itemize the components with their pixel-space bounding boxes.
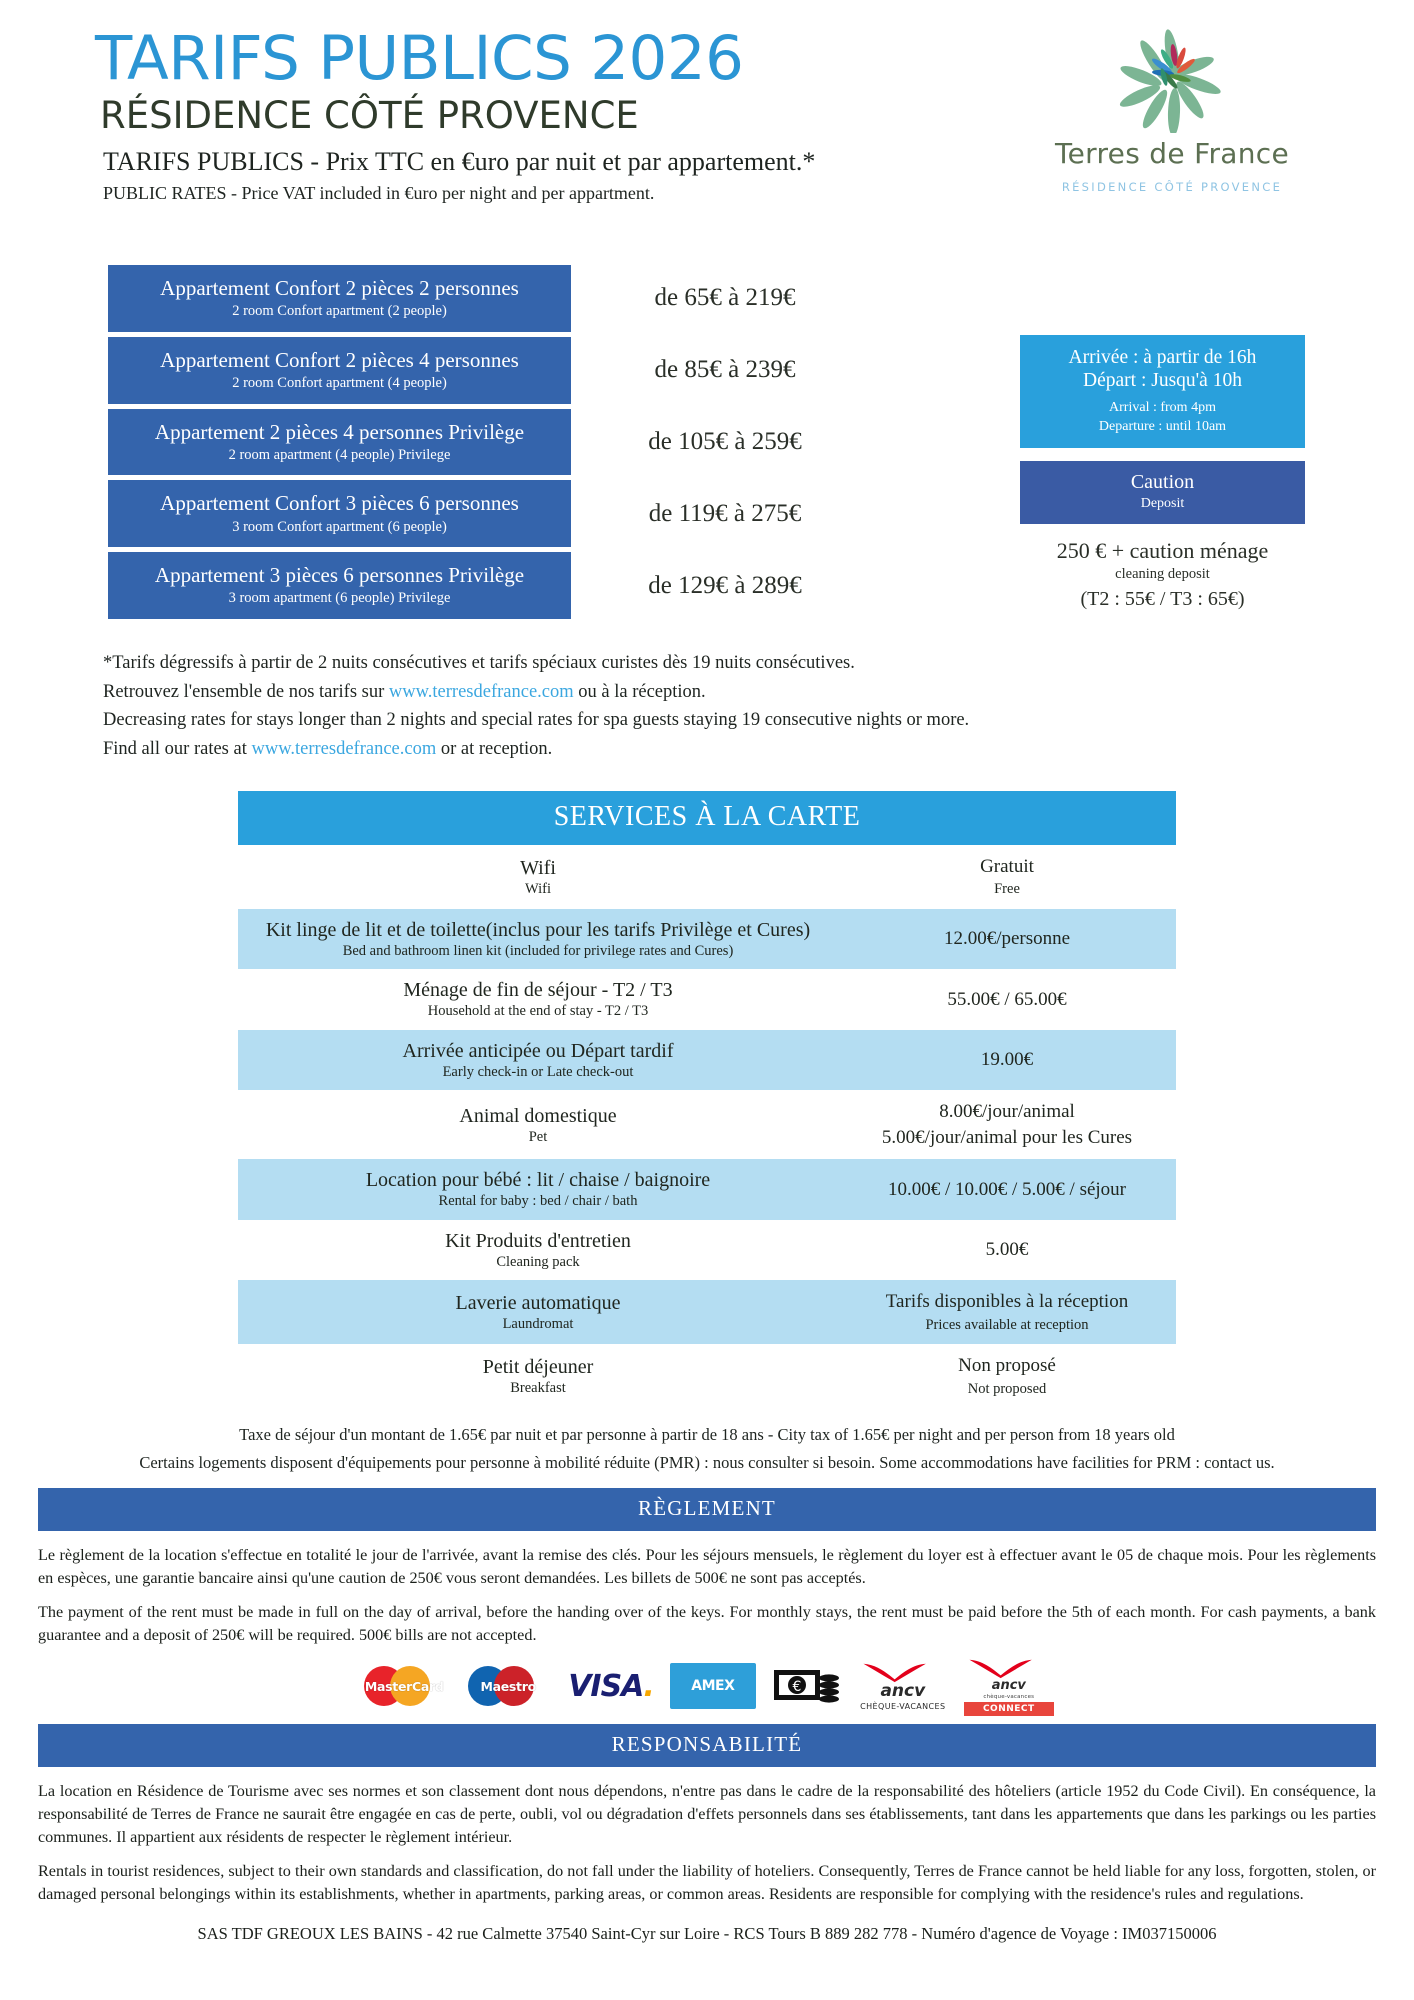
mastercard-logo [360,1666,448,1706]
rate-box [108,409,571,476]
service-price [838,978,1176,1022]
service-price [838,1090,1176,1159]
amex-logo [670,1663,756,1709]
ancv-sublabel: CHÈQUE-VACANCES [860,1702,946,1712]
service-price-fr: 55.00€ / 65.00€ [947,988,1067,1010]
service-row [238,1159,1176,1219]
service-price [838,1038,1176,1082]
service-name-en: Pet [528,1128,548,1145]
rate-name-en: 3 room Confort apartment (6 people) [232,518,447,535]
reglement-fr: Le règlement de la location s'effectue en totalité le jour de l'arrivée, avant la remise des clés. Pour les séjours mensuels, le règlement du loyer est à effectuer avant le 05 de chaque mois. Pour les règlements en espèces, une garantie bancaire ainsi qu'une caution de 250€ vous seront demandées. Les billets de 500€ ne sont pas acceptés. [38,1546,1376,1588]
service-name [238,1159,838,1219]
rate-name-fr: Appartement Confort 2 pièces 4 personnes [160,347,519,372]
deposit-title-fr: Caution [1130,471,1195,494]
rate-price: de 85€ à 239€ [654,356,796,384]
service-name-en: Rental for baby : bed / chair / bath [438,1193,638,1210]
note-line-3: Decreasing rates for stays longer than 2 nights and special rates for spa guests staying 19 consecutive nights or more. [103,710,970,731]
deposit-amount [1020,538,1305,611]
service-price-en: Not proposed [967,1381,1047,1398]
service-price [838,1280,1176,1344]
service-name-fr: Wifi [520,856,556,879]
service-name [238,1220,838,1280]
note-4-pre: Find all our rates at [103,739,252,760]
ancv-connect-badge: CONNECT [964,1702,1054,1716]
service-price-fr: 5.00€ [985,1239,1029,1261]
rate-name-en: 2 room apartment (4 people) Privilege [228,446,451,463]
rate-price: de 129€ à 289€ [648,571,802,599]
arrival-departure-box [1020,335,1305,448]
departure-time-fr: Départ : Jusqu'à 10h [1083,370,1242,392]
deposit-box [1020,461,1305,524]
company-footer: SAS TDF GREOUX LES BAINS - 42 rue Calmette 37540 Saint-Cyr sur Loire - RCS Tours B 889 282 778 - Numéro d'agence de Voyage : IM037150006 [197,1924,1217,1944]
cash-logo [772,1664,842,1708]
rate-name-en: 2 room Confort apartment (2 people) [232,303,447,320]
note-2-post: ou à la réception. [573,681,706,702]
service-price [838,917,1176,961]
ancv-connect-sublabel: chèque-vacances [983,1693,1035,1700]
rate-name-fr: Appartement 2 pièces 4 personnes Privilège [154,419,525,444]
deposit-amount-en: cleaning deposit [1115,565,1210,582]
svg-text:€: € [792,1679,802,1696]
service-price-fr: 8.00€/jour/animal [939,1101,1075,1123]
rates-notes [103,649,1414,764]
service-row [238,1280,1176,1344]
services-table [238,791,1176,1409]
service-name [238,1282,838,1342]
ancv-connect-logo [964,1657,1054,1716]
note-line-4 [103,735,1414,764]
rate-price: de 65€ à 219€ [654,284,796,312]
departure-time-en: Departure : until 10am [1098,418,1227,434]
service-price-fr: Tarifs disponibles à la réception [885,1291,1129,1313]
service-name-fr: Animal domestique [459,1104,617,1127]
rate-box [108,265,571,332]
note-line-1: *Tarifs dégressifs à partir de 2 nuits consécutives et tarifs spéciaux curistes dès 19 nuits consécutives. [103,653,855,674]
responsabilite-fr: La location en Résidence de Tourisme avec ses normes et son classement dont nous dépendons, n'entre pas dans le cadre de la responsabilité des hôteliers (article 1952 du Code Civil). En conséquence, la responsabilité de Terres de France ne saurait être engagée en cas de perte, oubli, vol ou dégradation d'effets personnels dans ses établissements, tant dans les appartements que dans les parkings ou les parties communes. Il appartient aux résidents de respecter le règlement intérieur. [38,1782,1376,1847]
rate-box [108,337,571,404]
service-name-en: Laundromat [502,1316,574,1333]
rate-name-fr: Appartement Confort 2 pièces 2 personnes [160,276,519,300]
service-row [238,1090,1176,1159]
pmr-note: Certains logements disposent d'équipements pour personne à mobilité réduite (PMR) : nous consulter si besoin. Some accommodations have facilities for PRM : contact us. [139,1453,1275,1473]
service-price [838,1228,1176,1272]
responsabilite-text [38,1780,1376,1906]
services-table-header: SERVICES À LA CARTE [238,791,1176,845]
service-row [238,969,1176,1029]
service-price-fr: 10.00€ / 10.00€ / 5.00€ / séjour [887,1178,1127,1200]
tax-notes [0,1421,1414,1479]
reglement-en: The payment of the rent must be made in full on the day of arrival, before the handing over of the keys. For monthly stays, the rent must be paid before the 5th of each month. For cash payments, a bank guarantee and a deposit of 250€ will be required. 500€ bills are not accepted. [38,1603,1376,1645]
service-price-en: Free [994,881,1020,898]
service-price [838,845,1176,909]
page-header [0,0,1414,265]
service-name-en: Cleaning pack [496,1253,580,1270]
arrival-time-fr: Arrivée : à partir de 16h [1068,347,1257,368]
service-name [238,969,838,1029]
logo-brand-name: Terres de France [1054,137,1289,170]
brand-logo [1042,28,1302,194]
service-name [238,847,838,907]
mastercard-label: MasterCard [364,1678,444,1694]
service-row [238,1344,1176,1408]
service-name-en: Wifi [525,880,551,897]
service-name [238,1030,838,1090]
ancv-bird-icon [858,1661,931,1683]
rates-section [0,265,1414,619]
deposit-amount-fr: 250 € + caution ménage [1056,538,1269,564]
service-name-fr: Ménage de fin de séjour - T2 / T3 [403,979,673,1002]
service-price-fr: 19.00€ [980,1049,1034,1071]
visa-label: VISA [568,1668,644,1704]
rate-box [108,552,571,619]
page-subtitle: RÉSIDENCE CÔTÉ PROVENCE [100,94,639,137]
service-name-fr: Location pour bébé : lit / chaise / baignoire [365,1169,711,1192]
service-row [238,845,1176,909]
service-row [238,909,1176,969]
service-price [838,1344,1176,1408]
service-row [238,1030,1176,1090]
service-price-en: Prices available at reception [925,1316,1089,1333]
service-name [238,909,838,969]
note-line-2 [103,678,1414,707]
ancv-connect-bird-icon [964,1657,1037,1679]
ancv-connect-label: ancv [991,1677,1026,1693]
ancv-cheque-vacances-logo [858,1661,948,1711]
rate-row [108,265,1414,332]
maestro-logo [464,1666,552,1706]
rate-name-fr: Appartement Confort 3 pièces 6 personnes [160,491,519,516]
website-link-fr[interactable]: www.terresdefrance.com [388,681,574,702]
reglement-text [38,1544,1376,1647]
ancv-label: ancv [880,1681,926,1702]
service-price-fr: Non proposé [958,1355,1056,1377]
service-name-fr: Petit déjeuner [482,1356,594,1379]
rate-price: de 105€ à 259€ [648,428,802,456]
service-name-fr: Kit linge de lit et de toilette(inclus pour les tarifs Privilège et Cures) [265,918,811,941]
responsabilite-banner: RESPONSABILITÉ [38,1724,1376,1767]
service-row [238,1220,1176,1280]
service-name-fr: Arrivée anticipée ou Départ tardif [402,1039,674,1062]
terres-de-france-flower-icon [1110,28,1235,133]
page-title: TARIFS PUBLICS 2026 [95,23,744,94]
rates-line-en: PUBLIC RATES - Price VAT included in €uro per night and per appartment. [103,183,655,203]
service-price-fr: 12.00€/personne [943,928,1071,950]
service-name [238,1346,838,1406]
reglement-banner: RÈGLEMENT [38,1488,1376,1531]
visa-logo: VISA . [568,1668,654,1704]
payment-methods [0,1658,1414,1714]
cash-euro-icon [772,1664,842,1708]
note-4-post: or at reception. [436,739,553,760]
rate-box [108,480,571,547]
deposit-breakdown: (T2 : 55€ / T3 : 65€) [1080,587,1245,610]
service-price-fr: Gratuit [980,855,1034,877]
maestro-label: Maestro [480,1678,536,1694]
checkin-info-column [1020,335,1305,611]
responsabilite-en: Rentals in tourist residences, subject to their own standards and classification, do not fall under the liability of hoteliers. Consequently, Terres de France cannot be held liable for any loss, forgotten, stolen, or damaged personal belongings within its establishments, whether in apartments, parking areas, or common areas. Residents are responsible for complying with the residence's rules and regulations. [38,1862,1376,1904]
service-name-fr: Laverie automatique [455,1292,621,1315]
service-name-en: Household at the end of stay - T2 / T3 [427,1003,649,1020]
service-name-en: Bed and bathroom linen kit (included for privilege rates and Cures) [342,942,734,959]
deposit-title-en: Deposit [1140,496,1185,512]
city-tax-note: Taxe de séjour d'un montant de 1.65€ par nuit et par personne à partir de 18 ans - City tax of 1.65€ per night and per person from 18 years old [239,1424,1175,1444]
service-name-en: Breakfast [510,1380,566,1397]
service-name [238,1095,838,1155]
rate-name-fr: Appartement 3 pièces 6 personnes Privilège [154,563,525,588]
rates-line-fr: TARIFS PUBLICS - Prix TTC en €uro par nuit et par appartement.* [103,147,816,176]
arrival-time-en: Arrival : from 4pm [1109,399,1216,415]
note-2-pre: Retrouvez l'ensemble de nos tarifs sur [103,681,389,702]
website-link-en[interactable]: www.terresdefrance.com [251,739,437,760]
amex-label: AMEX [670,1663,756,1709]
rate-name-en: 3 room apartment (6 people) Privilege [228,590,451,607]
service-price [838,1168,1176,1212]
rate-price: de 119€ à 275€ [648,499,802,527]
service-name-fr: Kit Produits d'entretien [445,1229,631,1252]
logo-residence-name: RÉSIDENCE CÔTÉ PROVENCE [1061,180,1283,194]
service-price-cure: 5.00€/jour/animal pour les Cures [881,1126,1133,1148]
rate-name-en: 2 room Confort apartment (4 people) [232,374,447,391]
service-name-en: Early check-in or Late check-out [442,1063,634,1080]
